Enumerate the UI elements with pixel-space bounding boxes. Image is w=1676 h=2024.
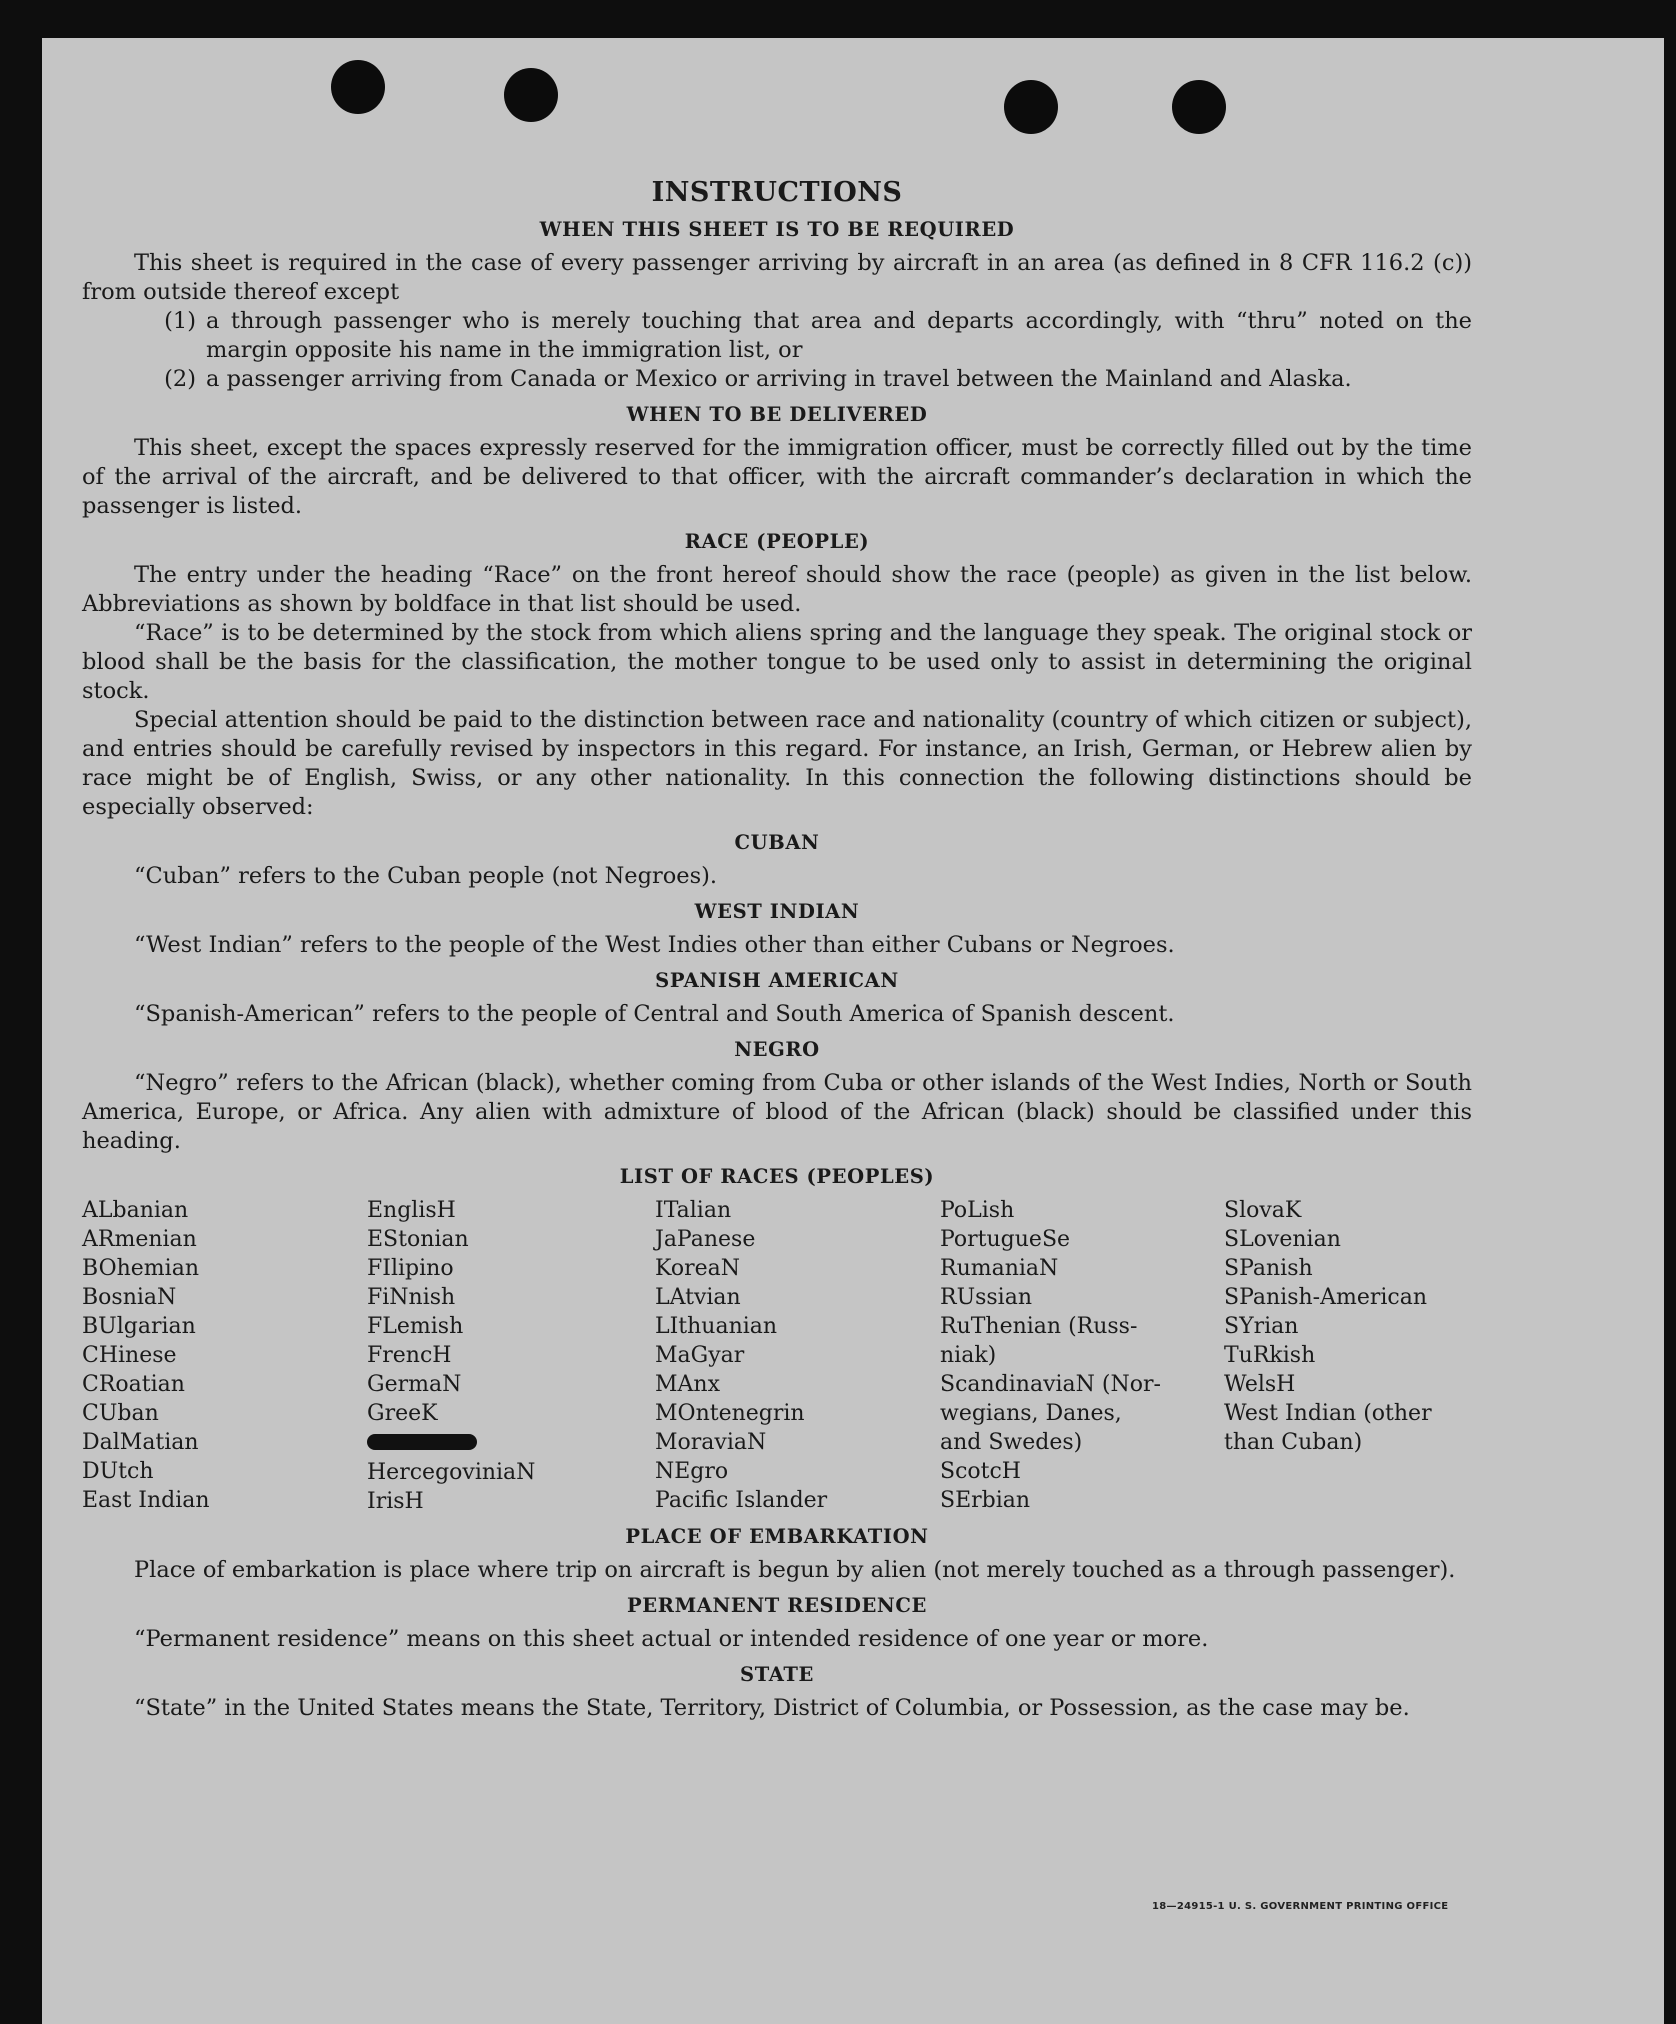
race-column bbox=[82, 1196, 367, 1516]
state-text: “State” in the United States means the State, Territory, District of Columbia, or Possession, as the case may be. bbox=[134, 1695, 1410, 1721]
race-item: TuRkish bbox=[1224, 1343, 1316, 1368]
race-item: SPanish-American bbox=[1224, 1285, 1428, 1310]
race-item: JaPanese bbox=[655, 1227, 756, 1252]
race-item: EnglisH bbox=[367, 1198, 456, 1223]
race-item: LAtvian bbox=[655, 1285, 741, 1310]
race-item: FrencH bbox=[367, 1343, 452, 1368]
race-item: EStonian bbox=[367, 1227, 469, 1252]
section-heading-race: RACE (PEOPLE) bbox=[684, 530, 870, 553]
race-item: BOhemian bbox=[82, 1256, 199, 1281]
race-item: FLemish bbox=[367, 1314, 464, 1339]
exception-item-number: (1) bbox=[164, 308, 196, 334]
race-item: IrisH bbox=[367, 1489, 424, 1514]
race-item: East Indian bbox=[82, 1488, 210, 1513]
punch-hole bbox=[331, 60, 385, 114]
section-heading-residence: PERMANENT RESIDENCE bbox=[627, 1594, 927, 1617]
race-item: MoraviaN bbox=[655, 1430, 767, 1455]
races-list bbox=[82, 1196, 1472, 1516]
race-item: RUssian bbox=[940, 1285, 1033, 1310]
section-heading-west-indian: WEST INDIAN bbox=[694, 900, 860, 923]
race-paragraph: The entry under the heading “Race” on the front hereof should show the race (people) as given in the list below. Abbreviations as shown by boldface in that list should be used. bbox=[82, 562, 1472, 617]
residence-text: “Permanent residence” means on this sheet actual or intended residence of one year or more. bbox=[134, 1626, 1209, 1652]
section-heading-cuban: CUBAN bbox=[734, 831, 820, 854]
race-item: SPanish bbox=[1224, 1256, 1313, 1281]
race-item: DUtch bbox=[82, 1459, 154, 1484]
punch-hole bbox=[1172, 80, 1226, 134]
exception-item bbox=[82, 307, 1472, 365]
race-item: ARmenian bbox=[82, 1227, 197, 1252]
race-item: CUban bbox=[82, 1401, 159, 1426]
race-column bbox=[940, 1196, 1224, 1516]
section-heading-state: STATE bbox=[740, 1663, 814, 1686]
race-paragraph: “Race” is to be determined by the stock from which aliens spring and the language they speak. The original stock or blood shall be the basis for the classification, the mother tongue to be used only to assist in determining the original stock. bbox=[82, 620, 1472, 704]
when-required-intro: This sheet is required in the case of every passenger arriving by aircraft in an area (as defined in 8 CFR 116.2 (c)) from outside thereof except bbox=[82, 250, 1472, 305]
race-item: FIlipino bbox=[367, 1256, 454, 1281]
race-item: CRoatian bbox=[82, 1372, 185, 1397]
exception-item-number: (2) bbox=[164, 366, 196, 392]
race-item: SYrian bbox=[1224, 1314, 1299, 1339]
race-item: ITalian bbox=[655, 1198, 732, 1223]
section-heading-embarkation: PLACE OF EMBARKATION bbox=[625, 1525, 929, 1548]
race-item: NEgro bbox=[655, 1459, 729, 1484]
race-column bbox=[367, 1196, 655, 1516]
race-column bbox=[655, 1196, 940, 1516]
race-item: KoreaN bbox=[655, 1256, 740, 1281]
document-sheet bbox=[42, 38, 1664, 2024]
page-title: INSTRUCTIONS bbox=[651, 177, 903, 208]
race-item: SlovaK bbox=[1224, 1198, 1302, 1223]
when-delivered-text: This sheet, except the spaces expressly reserved for the immigration officer, must be correctly filled out by the time of the arrival of the aircraft, and be delivered to that officer, with the aircraft commander’s declaration in which the passenger is listed. bbox=[82, 435, 1472, 519]
embarkation-text: Place of embarkation is place where trip on aircraft is begun by alien (not merely touched as a through passenger). bbox=[134, 1557, 1456, 1583]
document-content bbox=[82, 178, 1472, 1723]
race-item: Pacific Islander bbox=[655, 1488, 828, 1513]
punch-hole bbox=[1004, 80, 1058, 134]
race-item: PoLish bbox=[940, 1198, 1015, 1223]
section-heading-when-delivered: WHEN TO BE DELIVERED bbox=[626, 403, 928, 426]
race-item: FiNnish bbox=[367, 1285, 456, 1310]
west-indian-text: “West Indian” refers to the people of the West Indies other than either Cubans or Negroes. bbox=[134, 932, 1175, 958]
section-heading-negro: NEGRO bbox=[734, 1038, 820, 1061]
race-item: MOntenegrin bbox=[655, 1401, 805, 1426]
punch-hole bbox=[504, 68, 558, 122]
race-item: BUlgarian bbox=[82, 1314, 196, 1339]
race-item: PortugueSe bbox=[940, 1227, 1071, 1252]
section-heading-list-of-races: LIST OF RACES (PEOPLES) bbox=[619, 1165, 935, 1188]
printer-footer: 18—24915-1 U. S. GOVERNMENT PRINTING OFFICE bbox=[1152, 1901, 1449, 1912]
spanish-american-text: “Spanish-American” refers to the people of Central and South America of Spanish descent. bbox=[134, 1001, 1175, 1027]
exception-item-text: a through passenger who is merely touching that area and departs accordingly, with “thru” noted on the margin opposite his name in the immigration list, or bbox=[206, 308, 1472, 363]
race-item: SLovenian bbox=[1224, 1227, 1341, 1252]
race-item: ScotcH bbox=[940, 1459, 1021, 1484]
race-item: BosniaN bbox=[82, 1285, 177, 1310]
race-item: West Indian (other than Cuban) bbox=[1224, 1401, 1432, 1455]
race-item: DalMatian bbox=[82, 1430, 199, 1455]
race-column bbox=[1224, 1196, 1474, 1516]
section-heading-spanish-american: SPANISH AMERICAN bbox=[655, 969, 899, 992]
negro-text: “Negro” refers to the African (black), whether coming from Cuba or other islands of the West Indies, North or South America, Europe, or Africa. Any alien with admixture of blood of the African (black) should be classified under this heading. bbox=[82, 1070, 1472, 1154]
race-item: LIthuanian bbox=[655, 1314, 778, 1339]
race-item: SErbian bbox=[940, 1488, 1031, 1513]
race-item: ScandinaviaN (Nor- wegians, Danes, and Swedes) bbox=[940, 1372, 1161, 1455]
redacted-entry bbox=[367, 1428, 655, 1458]
race-item: WelsH bbox=[1224, 1372, 1296, 1397]
race-item: RumaniaN bbox=[940, 1256, 1059, 1281]
race-item: ALbanian bbox=[82, 1198, 189, 1223]
race-paragraph: Special attention should be paid to the distinction between race and nationality (country of which citizen or subject), and entries should be carefully revised by inspectors in this regard. For instance, an Irish, German, or Hebrew alien by race might be of English, Swiss, or any other nationality. In this connection the following distinctions should be especially observed: bbox=[82, 707, 1472, 820]
race-item: MaGyar bbox=[655, 1343, 745, 1368]
exception-item bbox=[82, 365, 1472, 394]
race-item: MAnx bbox=[655, 1372, 720, 1397]
exception-item-text: a passenger arriving from Canada or Mexico or arriving in travel between the Mainland and Alaska. bbox=[206, 366, 1352, 392]
redaction-mark bbox=[367, 1434, 477, 1450]
cuban-text: “Cuban” refers to the Cuban people (not Negroes). bbox=[134, 863, 718, 889]
race-item: GreeK bbox=[367, 1401, 438, 1426]
race-item: HercegoviniaN bbox=[367, 1460, 536, 1485]
race-item: RuThenian (Russ- niak) bbox=[940, 1314, 1138, 1368]
section-heading-when-required: WHEN THIS SHEET IS TO BE REQUIRED bbox=[539, 218, 1015, 241]
race-item: GermaN bbox=[367, 1372, 462, 1397]
race-item: CHinese bbox=[82, 1343, 177, 1368]
